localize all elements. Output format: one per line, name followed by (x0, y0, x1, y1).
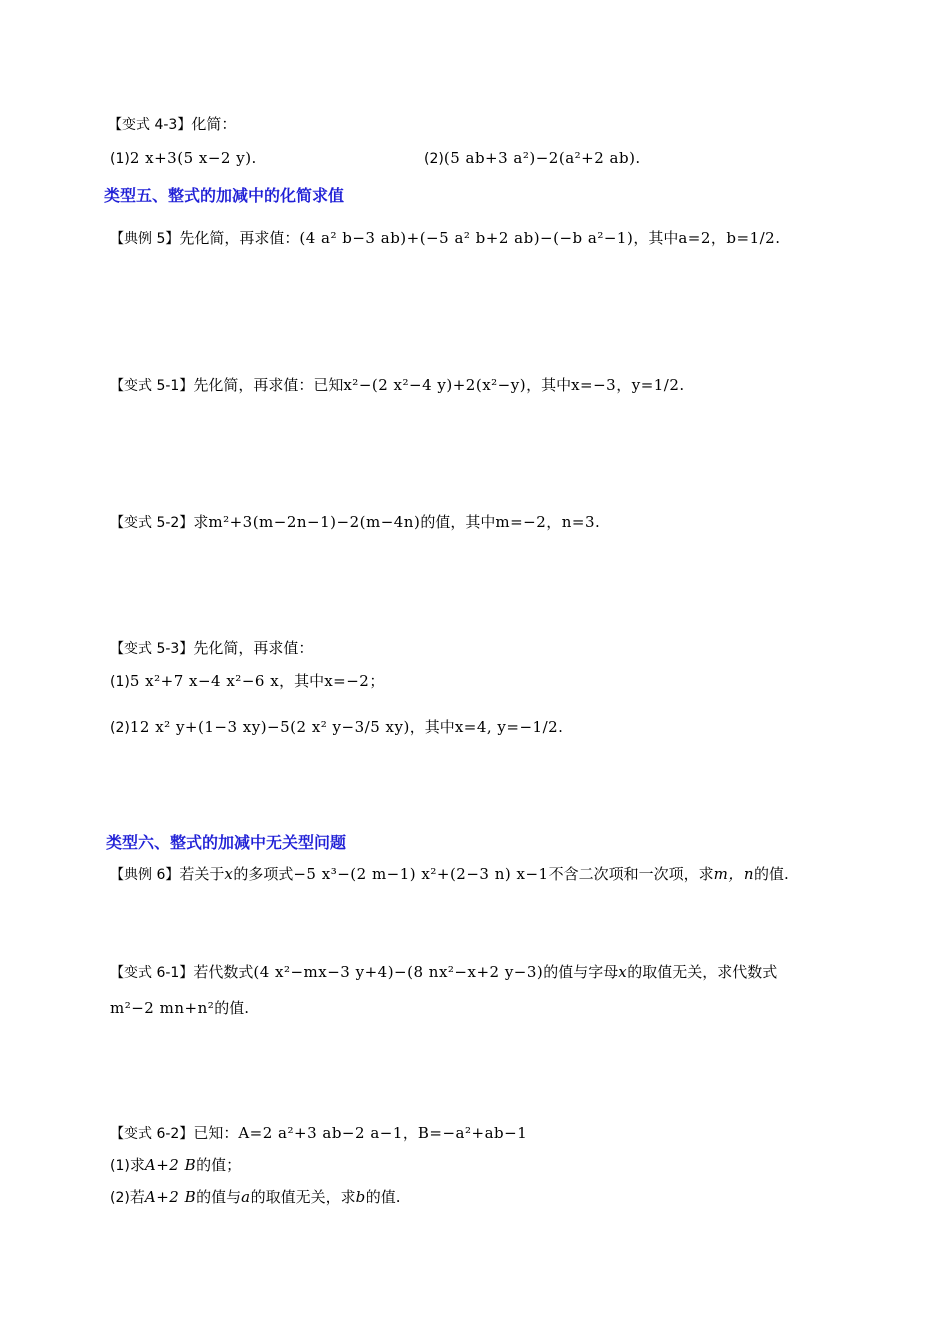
variant-5-1-text: 先化简，再求值：已知 (193, 376, 344, 394)
condition-text: ，其中 (633, 229, 679, 247)
variant-5-1-tag: 【变式 5-1】 (110, 378, 194, 394)
math-expression: m²−2 mn+n² (110, 999, 215, 1017)
math-expression-b: B=−a²+ab−1 (417, 1124, 528, 1142)
math-expression-a: A=2 a²+3 ab−2 a−1 (238, 1124, 403, 1142)
text: 的取值无关，求 (250, 1188, 356, 1206)
example-6-tag: 【典例 6】 (110, 867, 180, 883)
example-5-tag: 【典例 5】 (110, 231, 180, 247)
variant-5-3-part-2 (110, 717, 563, 738)
condition-expression: x=4, y=−1/2. (454, 718, 564, 736)
math-expression: −5 x³−(2 m−1) x²+(2−3 n) x−1 (293, 865, 549, 883)
text: 的多项式 (233, 865, 294, 883)
variant-6-2-prompt (110, 1123, 527, 1144)
variant-5-3-text: 先化简，再求值： (193, 639, 314, 657)
math-expression: A+2 B (144, 1156, 197, 1174)
text: 的值与 (196, 1188, 242, 1206)
example-5-text: 先化简，再求值： (179, 229, 300, 247)
math-expression: 2 x+3(5 x−2 y). (129, 149, 257, 167)
variant-5-1 (110, 375, 685, 396)
variant-4-3-part-1 (110, 148, 257, 169)
condition-expression: x=−2； (324, 672, 385, 690)
text: 若代数式 (193, 963, 254, 981)
variant-5-3-part-1 (110, 671, 385, 692)
variant-6-1-line-2 (110, 998, 249, 1018)
variable: x (224, 865, 234, 883)
text: 的值； (196, 1156, 242, 1174)
variant-4-3-prompt (108, 114, 236, 135)
variant-4-3-tag: 【变式 4-3】 (108, 117, 192, 133)
part-label: (1) (110, 151, 130, 167)
variables: m，n (713, 865, 754, 883)
section-5-title: 类型五、整式的加减中的化简求值 (104, 186, 345, 205)
part-label: (2) (110, 1190, 130, 1206)
variant-6-1-tag: 【变式 6-1】 (110, 965, 194, 981)
math-expression: (4 a² b−3 ab)+(−5 a² b+2 ab)−(−b a²−1) (299, 229, 634, 247)
part-label: (1) (110, 1158, 130, 1174)
condition-text: ，其中 (526, 376, 572, 394)
variant-4-3-text: 化简： (191, 115, 237, 133)
text: 的取值无关，求代数式 (627, 963, 778, 981)
text: 若 (129, 1188, 145, 1206)
math-expression: x²−(2 x²−4 y)+2(x²−y) (343, 376, 527, 394)
variant-6-2-tag: 【变式 6-2】 (110, 1126, 194, 1142)
variable: x (618, 963, 628, 981)
variant-6-1-line-1 (110, 962, 777, 983)
text: 的值. (365, 1188, 401, 1206)
math-expression: (5 ab+3 a²)−2(a²+2 ab). (443, 149, 641, 167)
example-5 (110, 228, 780, 249)
variant-5-2-text: 求 (193, 513, 209, 531)
example-6 (110, 864, 789, 885)
variant-5-2-tag: 【变式 5-2】 (110, 515, 194, 531)
condition-text: 的值，其中 (420, 513, 496, 531)
math-expression: 12 x² y+(1−3 xy)−5(2 x² y−3/5 xy) (129, 718, 410, 736)
text: 已知： (193, 1124, 239, 1142)
variant-4-3-part-2 (424, 148, 641, 169)
text: 不含二次项和一次项，求 (548, 865, 714, 883)
variant-5-3-tag: 【变式 5-3】 (110, 641, 194, 657)
part-label: (1) (110, 674, 130, 690)
part-label: (2) (110, 720, 130, 736)
variant-6-2-part-2 (110, 1187, 400, 1208)
math-expression: A+2 B (144, 1188, 197, 1206)
section-6-title: 类型六、整式的加减中无关型问题 (106, 833, 347, 852)
variant-5-3-prompt (110, 638, 313, 659)
condition-expression: m=−2，n=3. (495, 513, 601, 531)
math-expression: 5 x²+7 x−4 x²−6 x (129, 672, 280, 690)
part-label: (2) (424, 151, 444, 167)
text: 的值. (214, 999, 250, 1017)
text: 的值. (753, 865, 789, 883)
variable: b (355, 1188, 366, 1206)
condition-expression: x=−3，y=1/2. (571, 376, 685, 394)
condition-text: ，其中 (409, 718, 455, 736)
separator: ， (402, 1124, 418, 1142)
variant-6-2-part-1 (110, 1155, 241, 1176)
condition-text: ，其中 (279, 672, 325, 690)
variant-5-2 (110, 512, 600, 533)
text: 的值与字母 (543, 963, 619, 981)
condition-expression: a=2，b=1/2. (678, 229, 781, 247)
text: 若关于 (179, 865, 225, 883)
variable: a (241, 1188, 251, 1206)
text: 求 (129, 1156, 145, 1174)
math-expression: (4 x²−mx−3 y+4)−(8 nx²−x+2 y−3) (253, 963, 544, 981)
math-expression: m²+3(m−2n−1)−2(m−4n) (208, 513, 421, 531)
